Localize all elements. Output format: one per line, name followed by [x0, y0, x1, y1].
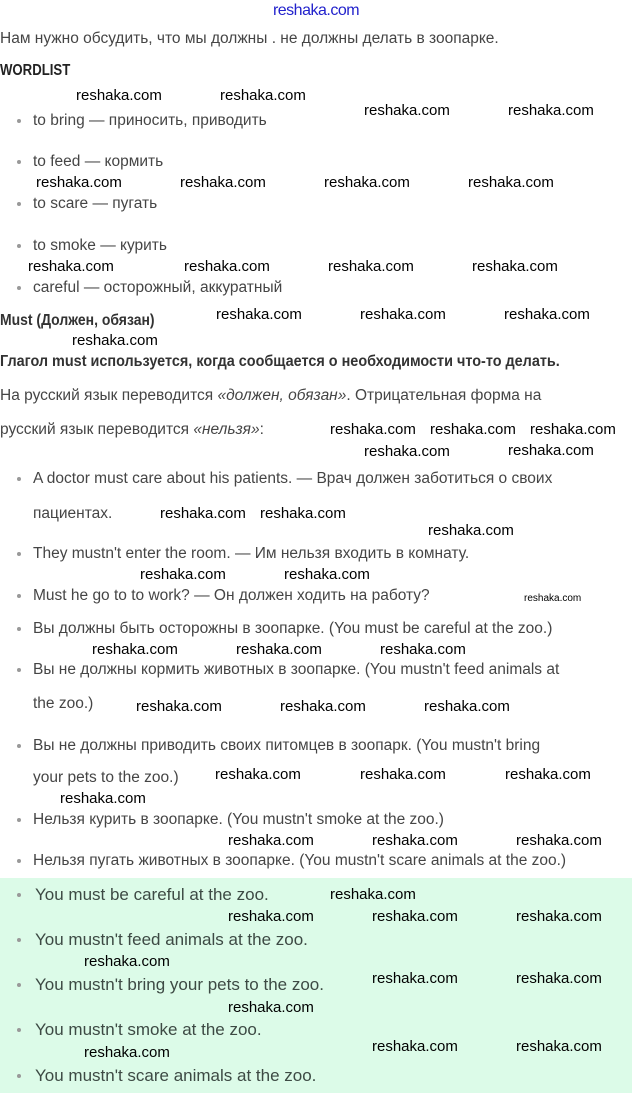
- watermark: reshaka.com: [28, 258, 114, 275]
- must-heading: Must (Должен, обязан): [0, 312, 155, 329]
- bullet: [17, 859, 21, 863]
- watermark: reshaka.com: [380, 641, 466, 658]
- watermark: reshaka.com: [280, 698, 366, 715]
- watermark: reshaka.com: [372, 970, 458, 987]
- bullet: [17, 744, 21, 748]
- answer-item: You must be careful at the zoo.: [35, 885, 269, 904]
- rule-text: Глагол must используется, когда сообщается о необходимости что-то делать.: [0, 353, 560, 370]
- watermark: reshaka.com: [516, 970, 602, 987]
- watermark: reshaka.com: [468, 174, 554, 191]
- watermark: reshaka.com: [136, 698, 222, 715]
- wordlist-title: WORDLIST: [0, 62, 71, 79]
- watermark: reshaka.com: [140, 566, 226, 583]
- example-item: Вы должны быть осторожны в зоопарке. (You must be careful at the zoo.): [33, 620, 553, 637]
- example-item: They mustn't enter the room. — Им нельзя входить в комнату.: [33, 545, 470, 562]
- watermark: reshaka.com: [472, 258, 558, 275]
- paragraph-line-1: [0, 386, 541, 406]
- example-item: Нельзя курить в зоопарке. (You mustn't smoke at the zoo.): [33, 811, 444, 828]
- wordlist-item: to smoke — курить: [33, 237, 167, 254]
- para-text: :: [259, 421, 264, 438]
- example-item: the zoo.): [33, 695, 94, 712]
- bullet: [17, 552, 21, 556]
- watermark: reshaka.com: [260, 505, 346, 522]
- bullet: [17, 202, 21, 206]
- para-italic: «нельзя»: [193, 421, 260, 438]
- example-item: Нельзя пугать животных в зоопарке. (You mustn't scare animals at the zoo.): [33, 852, 567, 869]
- watermark: reshaka.com: [516, 908, 602, 925]
- watermark: reshaka.com: [220, 87, 306, 104]
- bullet: [17, 594, 21, 598]
- bullet: [17, 668, 21, 672]
- bullet: [17, 627, 21, 631]
- para-italic: «должен, обязан»: [217, 387, 347, 404]
- bullet: [17, 477, 21, 481]
- watermark: reshaka.com: [36, 174, 122, 191]
- watermark: reshaka.com: [372, 1038, 458, 1055]
- watermark: reshaka.com: [330, 886, 416, 903]
- watermark: reshaka.com: [530, 421, 616, 438]
- watermark: reshaka.com: [92, 641, 178, 658]
- watermark: reshaka.com: [360, 306, 446, 323]
- site-watermark[interactable]: reshaka.com: [272, 2, 360, 19]
- bullet: [17, 119, 21, 123]
- watermark: reshaka.com: [84, 1044, 170, 1061]
- bullet: [17, 244, 21, 248]
- watermark: reshaka.com: [424, 698, 510, 715]
- watermark: reshaka.com: [284, 566, 370, 583]
- para-text: На русский язык переводится: [0, 387, 218, 404]
- watermark: reshaka.com: [184, 258, 270, 275]
- watermark: reshaka.com: [76, 87, 162, 104]
- watermark: reshaka.com: [430, 421, 516, 438]
- bullet: [17, 1074, 21, 1078]
- example-item: Вы не должны кормить животных в зоопарке. (You mustn't feed animals at: [33, 661, 560, 678]
- para-text: . Отрицательная форма на: [346, 387, 542, 404]
- watermark: reshaka.com: [330, 421, 416, 438]
- bullet: [17, 286, 21, 290]
- watermark: reshaka.com: [236, 641, 322, 658]
- bullet: [17, 983, 21, 987]
- example-item: пациентах.: [33, 505, 113, 522]
- watermark: reshaka.com: [508, 442, 594, 459]
- example-item: Вы не должны приводить своих питомцев в зоопарк. (You mustn't bring: [33, 737, 541, 754]
- watermark: reshaka.com: [508, 102, 594, 119]
- bullet: [17, 1028, 21, 1032]
- bullet: [17, 893, 21, 897]
- watermark: reshaka.com: [360, 766, 446, 783]
- watermark: reshaka.com: [228, 999, 314, 1016]
- watermark: reshaka.com: [328, 258, 414, 275]
- watermark: reshaka.com: [72, 332, 158, 349]
- watermark: reshaka.com: [524, 593, 582, 604]
- wordlist-item: to feed — кормить: [33, 153, 164, 170]
- watermark: reshaka.com: [60, 790, 146, 807]
- wordlist-item: to bring — приносить, приводить: [33, 112, 267, 129]
- bullet: [17, 818, 21, 822]
- watermark: reshaka.com: [364, 443, 450, 460]
- watermark: reshaka.com: [504, 306, 590, 323]
- watermark: reshaka.com: [324, 174, 410, 191]
- watermark: reshaka.com: [228, 832, 314, 849]
- watermark: reshaka.com: [516, 1038, 602, 1055]
- watermark: reshaka.com: [364, 102, 450, 119]
- watermark: reshaka.com: [516, 832, 602, 849]
- watermark: reshaka.com: [228, 908, 314, 925]
- bullet: [17, 938, 21, 942]
- example-item: your pets to the zoo.): [33, 769, 179, 786]
- watermark: reshaka.com: [215, 766, 301, 783]
- watermark: reshaka.com: [372, 832, 458, 849]
- example-item: A doctor must care about his patients. — Врач должен заботиться о своих: [33, 470, 553, 487]
- wordlist-item: to scare — пугать: [33, 195, 158, 212]
- watermark: reshaka.com: [216, 306, 302, 323]
- para-text: русский язык переводится: [0, 421, 194, 438]
- watermark: reshaka.com: [160, 505, 246, 522]
- answer-item: You mustn't smoke at the zoo.: [35, 1020, 262, 1039]
- watermark: reshaka.com: [372, 908, 458, 925]
- watermark: reshaka.com: [505, 766, 591, 783]
- example-item: Must he go to to work? — Он должен ходить на работу?: [33, 587, 430, 604]
- watermark: reshaka.com: [428, 522, 514, 539]
- watermark: reshaka.com: [84, 953, 170, 970]
- wordlist-item: careful — осторожный, аккуратный: [33, 279, 283, 296]
- watermark: reshaka.com: [180, 174, 266, 191]
- answer-item: You mustn't scare animals at the zoo.: [35, 1066, 317, 1085]
- paragraph-line-2: [0, 420, 264, 440]
- intro-text: Нам нужно обсудить, что мы должны . не должны делать в зоопарке.: [0, 30, 499, 47]
- bullet: [17, 160, 21, 164]
- answer-item: You mustn't feed animals at the zoo.: [35, 930, 308, 949]
- answer-item: You mustn't bring your pets to the zoo.: [35, 975, 324, 994]
